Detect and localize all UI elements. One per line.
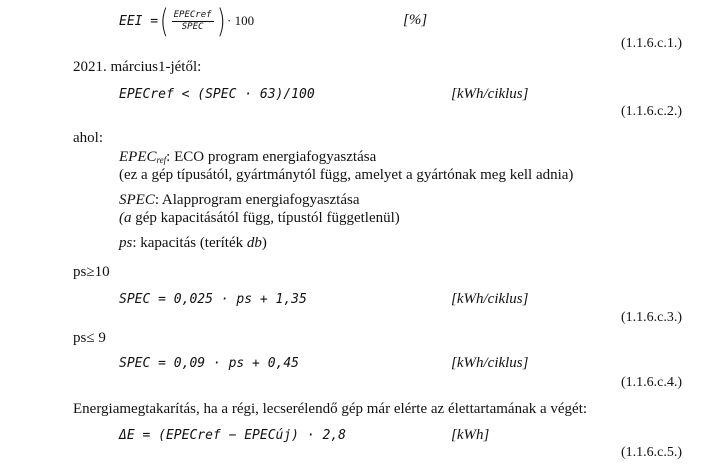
ps-symbol: ps	[119, 235, 133, 251]
condition-ps-ge-10: ps≥10	[73, 264, 110, 280]
savings-description: Energiamegtakarítás, ha a régi, lecserélendő gép már elérte az élettartamának a végét:	[73, 401, 588, 417]
eq4-unit: [kWh/ciklus]	[451, 355, 529, 371]
left-paren: (	[160, 2, 169, 40]
date-line: 2021. március1-jétől:	[73, 59, 202, 75]
eq5-unit: [kWh]	[451, 427, 490, 443]
def-epecref-note: (ez a gép típusától, gyártmánytól függ, amelyet a gyártónak meg kell adnia)	[119, 167, 574, 183]
eq-ref-4: (1.1.6.c.4.)	[620, 375, 682, 390]
ps-close-paren: )	[261, 235, 267, 251]
eq2-unit: [kWh/ciklus]	[451, 86, 529, 102]
eq-ref-2: (1.1.6.c.2.)	[620, 104, 682, 119]
epec-subscript: ref	[156, 155, 167, 165]
equation-eei	[119, 2, 255, 40]
eei-fraction	[172, 10, 214, 33]
where-label: ahol:	[73, 130, 103, 146]
epec-symbol: EPEC	[119, 149, 157, 165]
def-ps	[119, 235, 267, 252]
spec-symbol: SPEC	[119, 192, 155, 208]
ps-unit-db: db	[246, 235, 262, 251]
right-paren: )	[216, 2, 226, 40]
spec-definition: : Alapprogram energiafogyasztása	[154, 192, 360, 208]
spec-note-text: gép kapacitásától függ, típustól függetlenül)	[131, 210, 400, 226]
eq3-unit: [kWh/ciklus]	[451, 291, 529, 307]
def-spec	[119, 192, 360, 209]
spec-note-open: (a	[119, 210, 132, 226]
eq-ref-5: (1.1.6.c.5.)	[620, 445, 682, 460]
eq-ref-1: (1.1.6.c.1.)	[620, 36, 682, 51]
ps-definition: : kapacitás (teríték	[132, 235, 247, 251]
epec-definition: : ECO program energiafogyasztása	[166, 149, 377, 165]
condition-ps-le-9: ps≤ 9	[73, 330, 106, 346]
equation-energy-savings: ΔE = (EPECref − EPECúj) · 2,8	[119, 428, 346, 443]
equation-epecref-limit: EPECref < (SPEC · 63)/100	[119, 87, 315, 102]
equation-spec-small: SPEC = 0,09 · ps + 0,45	[119, 356, 300, 371]
equation-spec-large: SPEC = 0,025 · ps + 1,35	[119, 292, 307, 307]
eei-rhs: · 100	[227, 13, 255, 28]
eei-unit: [%]	[403, 12, 428, 28]
def-spec-note	[119, 210, 400, 227]
fraction-numerator: EPECref	[173, 9, 212, 20]
def-epecref	[119, 149, 376, 166]
eei-lhs: EEI =	[119, 13, 159, 29]
fraction-denominator: SPEC	[181, 21, 204, 32]
eq-ref-3: (1.1.6.c.3.)	[620, 310, 682, 325]
